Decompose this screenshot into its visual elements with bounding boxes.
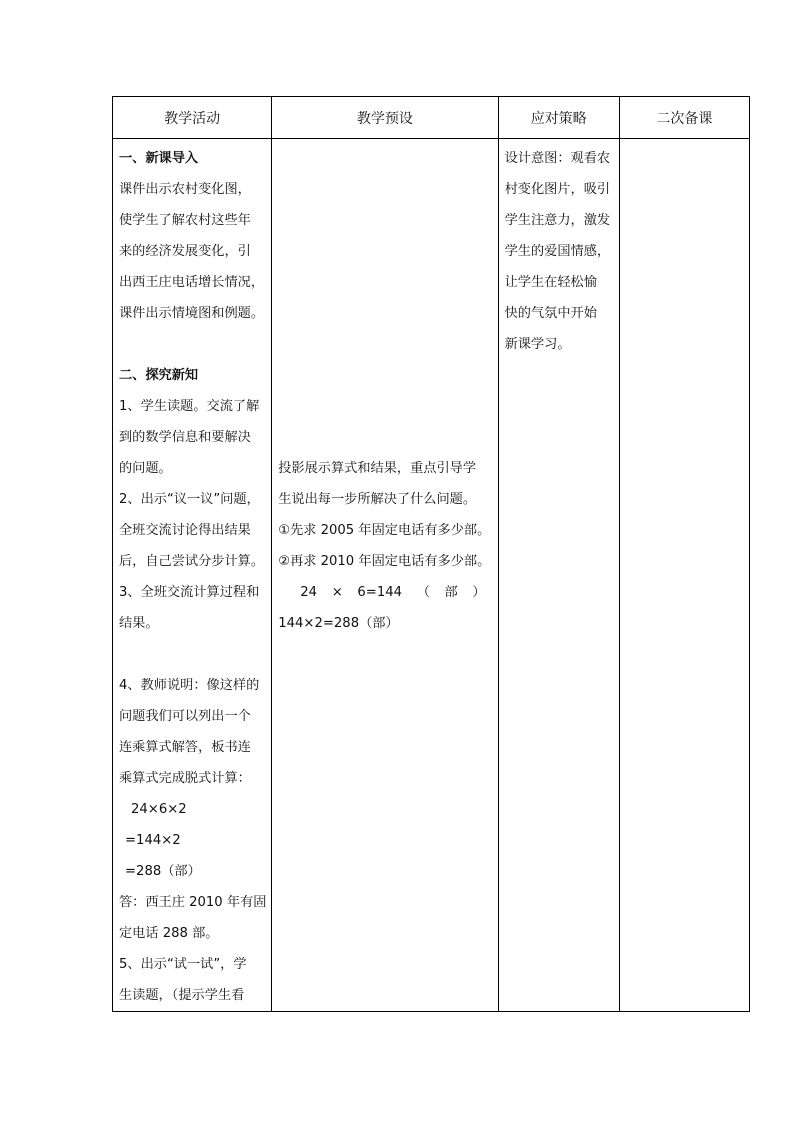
activity-text [113, 139, 271, 1011]
activity-line: 出西王庄电话增长情况， [119, 275, 265, 290]
calc-token: 6=144 [357, 585, 403, 600]
activity-line: 来的经济发展变化，引 [119, 244, 251, 259]
calc-token: 24 [300, 585, 318, 600]
activity-line: =288（部） [125, 864, 201, 879]
calc-token: × [331, 585, 343, 600]
preset-line: ②再求 2010 年固定电话有多少部。 [278, 554, 491, 569]
preset-calc-line-2: 144×2=288（部） [278, 616, 399, 631]
content-row [113, 139, 750, 1012]
activity-line: 24×6×2 [131, 802, 187, 817]
calc-token: ） [472, 585, 486, 600]
strategy-line: 学生的爱国情感， [504, 244, 611, 259]
activity-line: 课件出示农村变化图， [119, 182, 251, 197]
activity-line: 1、学生读题。交流了解 [119, 399, 260, 414]
activity-line: 定电话 288 部。 [119, 926, 219, 941]
second-prep-cell [619, 139, 749, 1012]
header-row [113, 97, 750, 139]
strategy-line: 快的气氛中开始 [504, 306, 597, 321]
activity-cell [113, 139, 272, 1012]
activity-line: 使学生了解农村这些年 [119, 213, 251, 228]
activity-line: 答：西王庄 2010 年有固 [119, 895, 267, 910]
activity-line: 到的数学信息和要解决 [119, 430, 251, 445]
activity-line: 3、全班交流计算过程和 [119, 585, 260, 600]
activity-line: 2、出示“议一议”问题， [119, 492, 260, 507]
activity-line: 后，自己尝试分步计算。 [119, 554, 265, 569]
activity-line: 问题我们可以列出一个 [119, 709, 251, 724]
header-response-strategy: 应对策略 [498, 97, 619, 139]
strategy-line: 学生注意力，激发 [504, 213, 611, 228]
blank-line [119, 639, 267, 670]
header-teaching-activity: 教学活动 [113, 97, 272, 139]
activity-line: 连乘算式解答，板书连 [119, 740, 251, 755]
calc-token: （ [416, 585, 430, 600]
strategy-line: 村变化图片，吸引 [504, 182, 611, 197]
activity-line: 生读题，（提示学生看 [119, 988, 245, 1003]
strategy-text [499, 139, 619, 360]
preset-calc-line [278, 577, 493, 608]
activity-line: 结果。 [119, 616, 159, 631]
blank-line [119, 329, 267, 360]
strategy-line: 设计意图：观看农 [504, 151, 611, 166]
header-second-prep: 二次备课 [619, 97, 749, 139]
strategy-line: 新课学习。 [504, 337, 571, 352]
activity-line: 全班交流讨论得出结果 [119, 523, 251, 538]
preset-line: 生说出每一步所解决了什么问题。 [278, 492, 477, 507]
section-heading: 二、探究新知 [119, 368, 199, 383]
preset-line: ①先求 2005 年固定电话有多少部。 [278, 523, 491, 538]
preset-cell [272, 139, 498, 1012]
preset-text [272, 139, 497, 639]
activity-line: 乘算式完成脱式计算： [119, 771, 251, 786]
activity-line: =144×2 [125, 833, 181, 848]
strategy-line: 让学生在轻松愉 [504, 275, 597, 290]
activity-line: 4、教师说明：像这样的 [119, 678, 260, 693]
lesson-plan-table [112, 96, 750, 1012]
activity-line: 的问题。 [119, 461, 172, 476]
header-teaching-preset: 教学预设 [272, 97, 498, 139]
activity-line: 5、出示“试一试”，学 [119, 957, 247, 972]
calc-token: 部 [444, 585, 458, 600]
activity-line: 课件出示情境图和例题。 [119, 306, 265, 321]
preset-line: 投影展示算式和结果，重点引导学 [278, 461, 477, 476]
strategy-cell [498, 139, 619, 1012]
section-heading: 一、新课导入 [119, 151, 199, 166]
